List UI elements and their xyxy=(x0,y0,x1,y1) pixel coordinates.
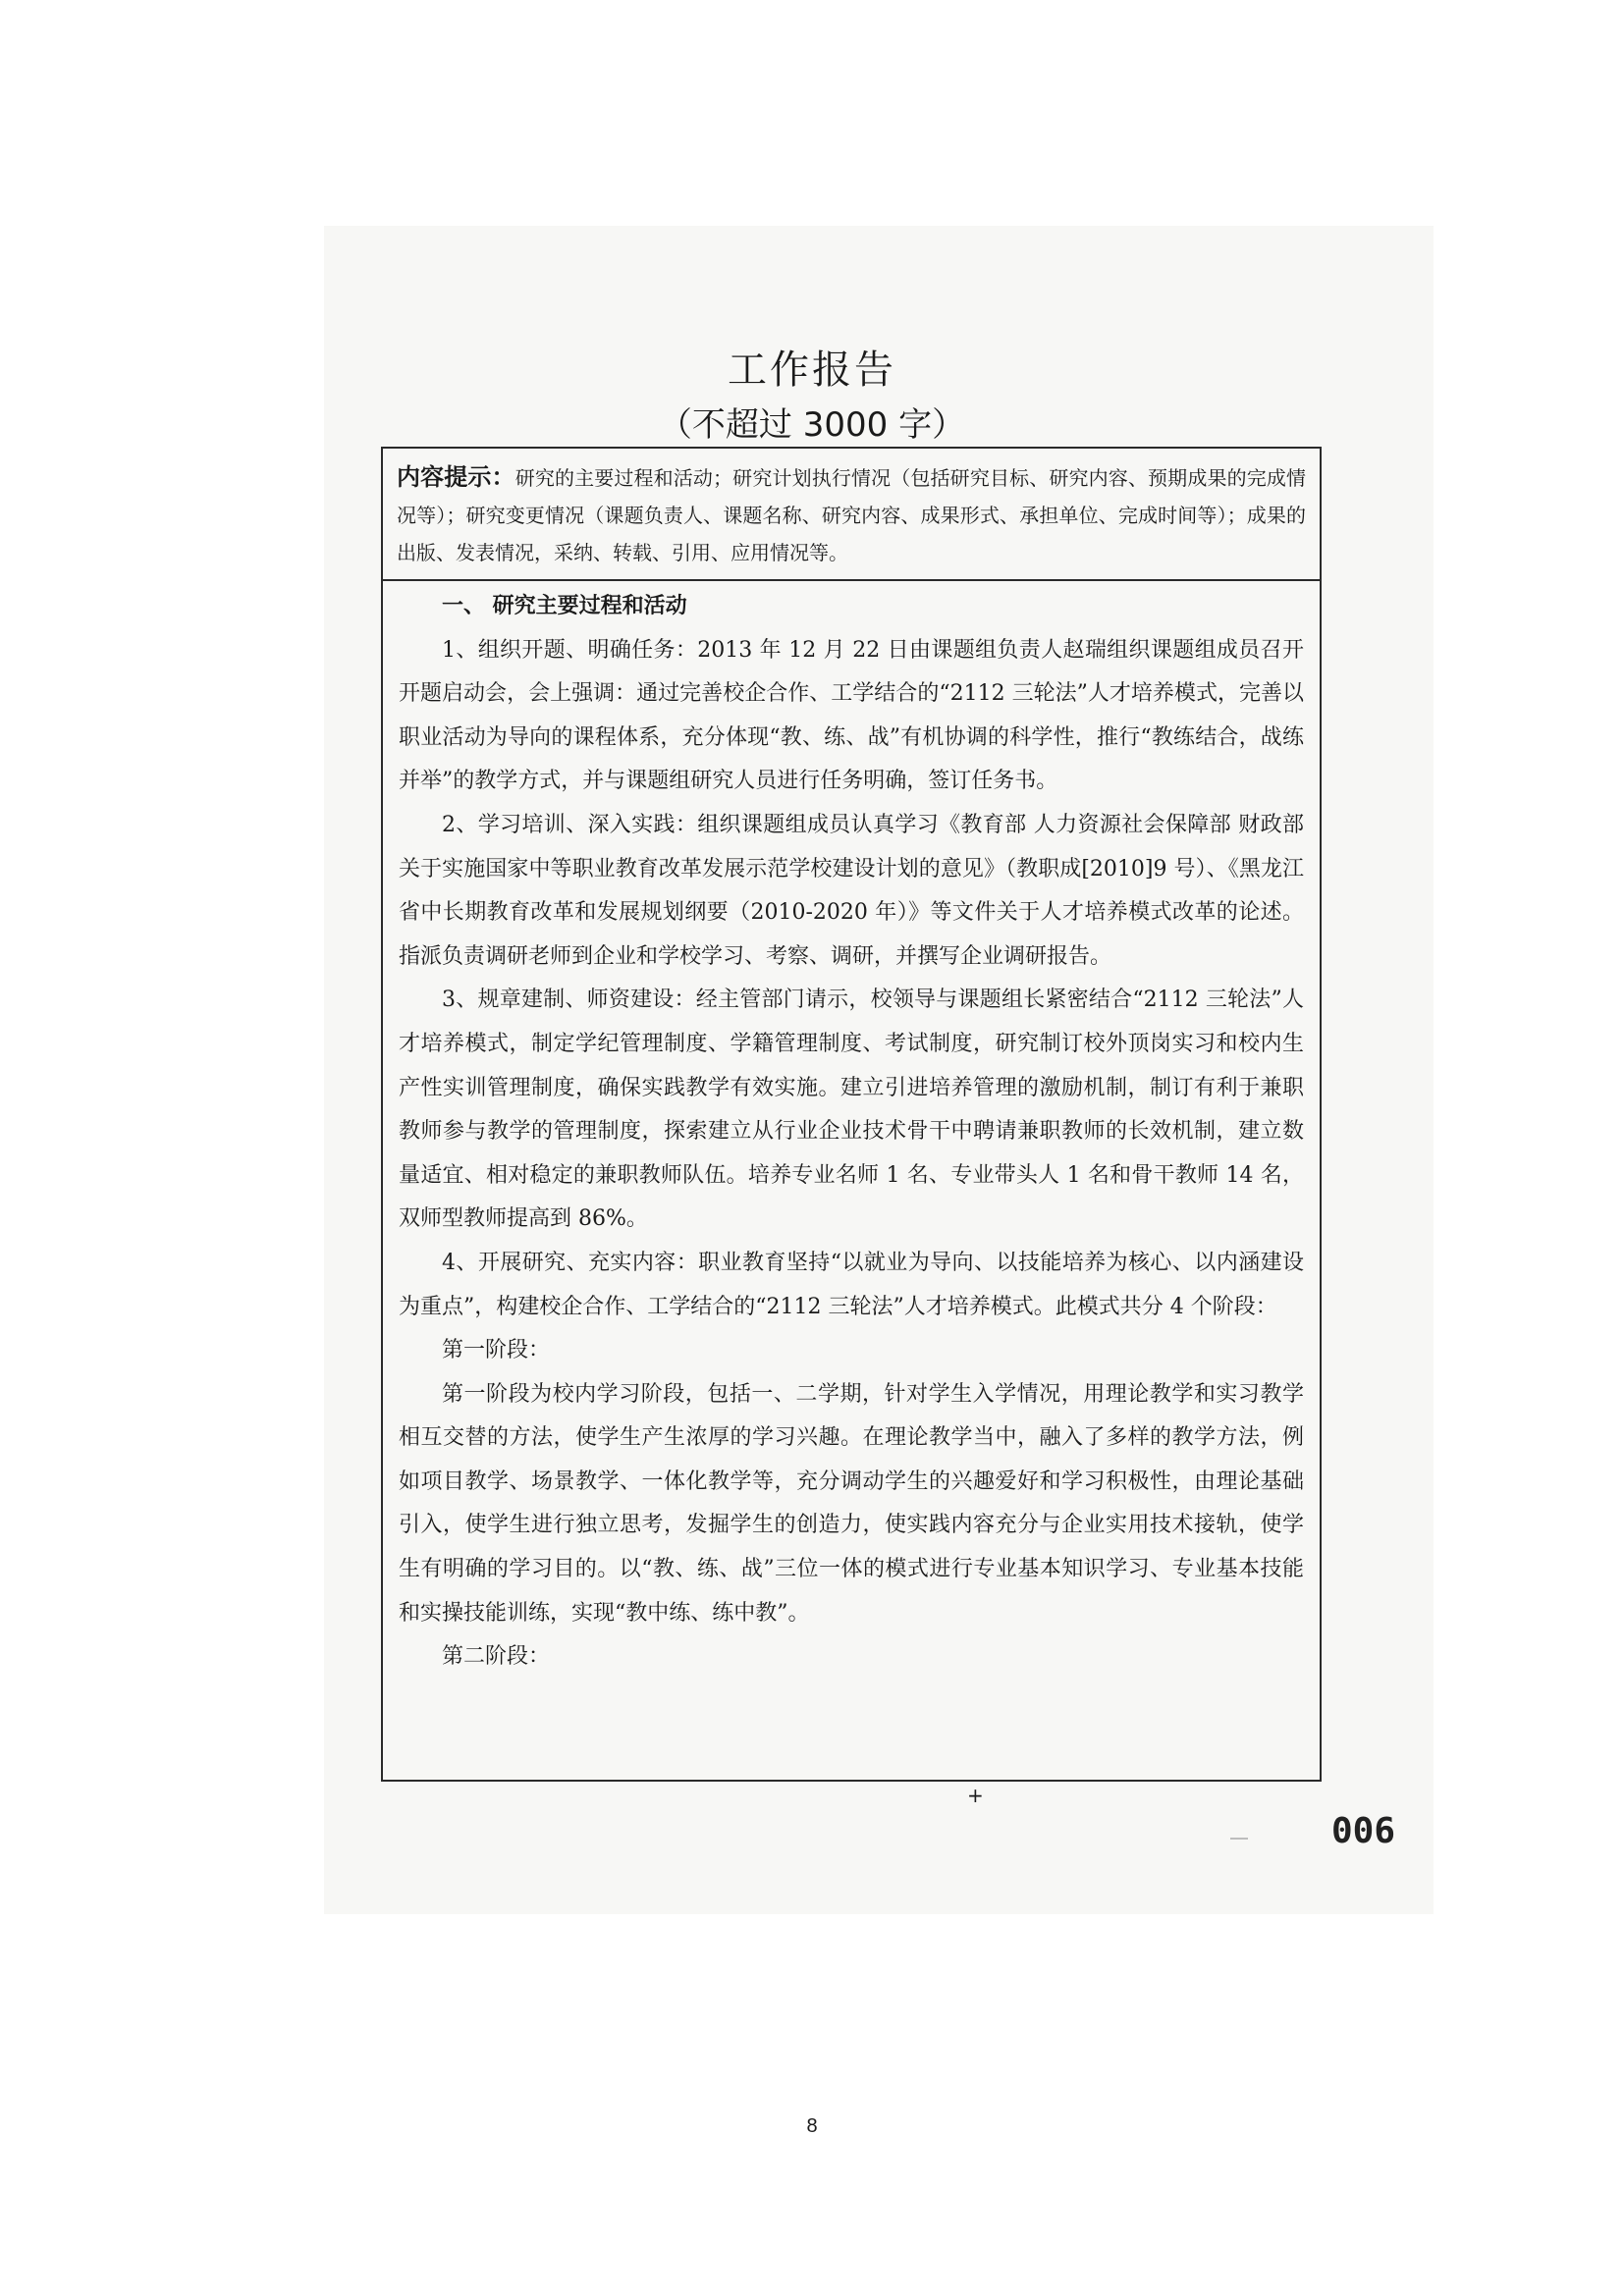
page-number: 8 xyxy=(806,2115,818,2137)
report-frame xyxy=(381,447,1322,1782)
content-hint xyxy=(383,449,1320,581)
paragraph-research: 4、开展研究、充实内容：职业教育坚持“以就业为导向、以技能培养为核心、以内涵建设为重点”，构建校企合作、工学结合的“2112 三轮法”人才培养模式。此模式共分 4 个阶段： xyxy=(399,1250,1304,1319)
paragraph-regulations: 3、规章建制、师资建设：经主管部门请示，校领导与课题组长紧密结合“2112 三轮法”人才培养模式，制定学纪管理制度、学籍管理制度、考试制度，研究制订校外顶岗实习和校内生产性实训管理制度，确保实践教学有效实施。建立引进培养管理的激励机制，制订有利于兼职教师参与教学的管理制度，探索建立从行业企业技术骨干中聘请兼职教师的长效机制，建立数量适宜、相对稳定的兼职教师队伍。培养专业名师 1 名、专业带头人 1 名和骨干教师 14 名，双师型教师提高到 86%。 xyxy=(399,988,1304,1232)
section-heading: 一、 研究主要过程和活动 xyxy=(442,594,687,618)
content-hint-label: 内容提示： xyxy=(397,463,515,491)
stage-one-heading: 第一阶段： xyxy=(442,1338,551,1363)
paragraph-stage-one: 第一阶段为校内学习阶段，包括一、二学期，针对学生入学情况，用理论教学和实习教学相互交替的方法，使学生产生浓厚的学习兴趣。在理论教学当中，融入了多样的教学方法，例如项目教学、场景教学、一体化教学等，充分调动学生的兴趣爱好和学习积极性，由理论基础引入，使学生进行独立思考，发掘学生的创造力，使实践内容充分与企业实用技术接轨，使学生有明确的学习目的。以“教、练、战”三位一体的模式进行专业基本知识学习、专业基本技能和实操技能训练，实现“教中练、练中教”。 xyxy=(399,1381,1304,1626)
report-subtitle: （不超过 3000 字） xyxy=(658,405,966,445)
report-body xyxy=(383,581,1320,1680)
bottom-mark: + xyxy=(967,1784,984,1807)
stage-two-heading: 第二阶段： xyxy=(442,1644,551,1670)
paragraph-opening-task: 1、组织开题、明确任务：2013 年 12 月 22 日由课题组负责人赵瑞组织课题组成员召开开题启动会，会上强调：通过完善校企合作、工学结合的“2112 三轮法”人才培养模式，完善以职业活动为导向的课程体系，充分体现“教、练、战”有机协调的科学性，推行“教练结合，战练并举”的教学方式，并与课题组研究人员进行任务明确，签订任务书。 xyxy=(399,637,1304,794)
report-title: 工作报告 xyxy=(728,347,896,393)
paragraph-training: 2、学习培训、深入实践：组织课题组成员认真学习《教育部 人力资源社会保障部 财政部关于实施国家中等职业教育改革发展示范学校建设计划的意见》（教职成[2010]9 号）、《黑龙江省中长期教育改革和发展规划纲要（2010-2020 年）》等文件关于人才培养模式改革的论述。指派负责调研老师到企业和学校学习、考察、调研，并撰写企业调研报告。 xyxy=(399,812,1304,969)
scan-page-number: 006 xyxy=(1331,1811,1396,1851)
scan-dash xyxy=(1230,1838,1248,1840)
content-hint-text: 研究的主要过程和活动；研究计划执行情况（包括研究目标、研究内容、预期成果的完成情况等）；研究变更情况（课题负责人、课题名称、研究内容、成果形式、承担单位、完成时间等）；成果的出版、发表情况，采纳、转载、引用、应用情况等。 xyxy=(397,466,1307,564)
